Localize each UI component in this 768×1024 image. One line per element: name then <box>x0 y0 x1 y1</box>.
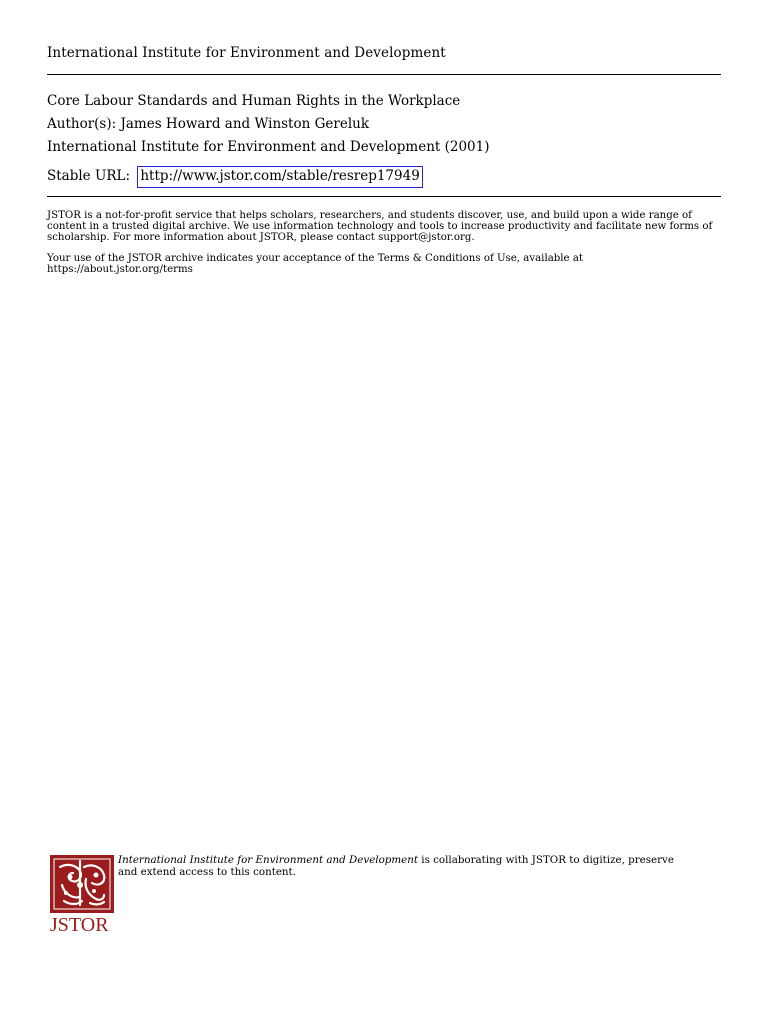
jstor-logo-mark-icon <box>50 855 114 913</box>
jstor-about-notice: JSTOR is a not-for-profit service that helps scholars, researchers, and students discover, use, and build upon a wide range of content in a trusted digital archive. We use information technology and tools to increase productivity and facilitate new forms of scholarship. For more information about JSTOR, please contact support@jstor.org. <box>47 210 713 243</box>
jstor-logo <box>50 855 114 935</box>
collaboration-note <box>118 855 678 878</box>
document-publisher: International Institute for Environment and Development (2001) <box>47 139 490 155</box>
document-authors: Author(s): James Howard and Winston Gereluk <box>47 116 370 132</box>
collaboration-institution: International Institute for Environment and Development <box>118 854 419 866</box>
terms-notice: Your use of the JSTOR archive indicates your acceptance of the Terms & Conditions of Use, available at https://about.jstor.org/terms <box>47 253 583 275</box>
collaboration-text: is collaborating with JSTOR to digitize, preserve and extend access to this content. <box>118 854 674 878</box>
page-header-publisher: International Institute for Environment and Development <box>47 45 446 61</box>
meta-divider <box>47 196 721 197</box>
stable-url-label: Stable URL: <box>47 168 131 184</box>
stable-url-link[interactable]: http://www.jstor.com/stable/resrep17949 <box>137 166 422 188</box>
document-title: Core Labour Standards and Human Rights in the Workplace <box>47 93 461 109</box>
stable-url-row <box>47 166 423 188</box>
jstor-logo-wordmark: JSTOR <box>50 914 109 936</box>
header-divider <box>47 74 721 75</box>
